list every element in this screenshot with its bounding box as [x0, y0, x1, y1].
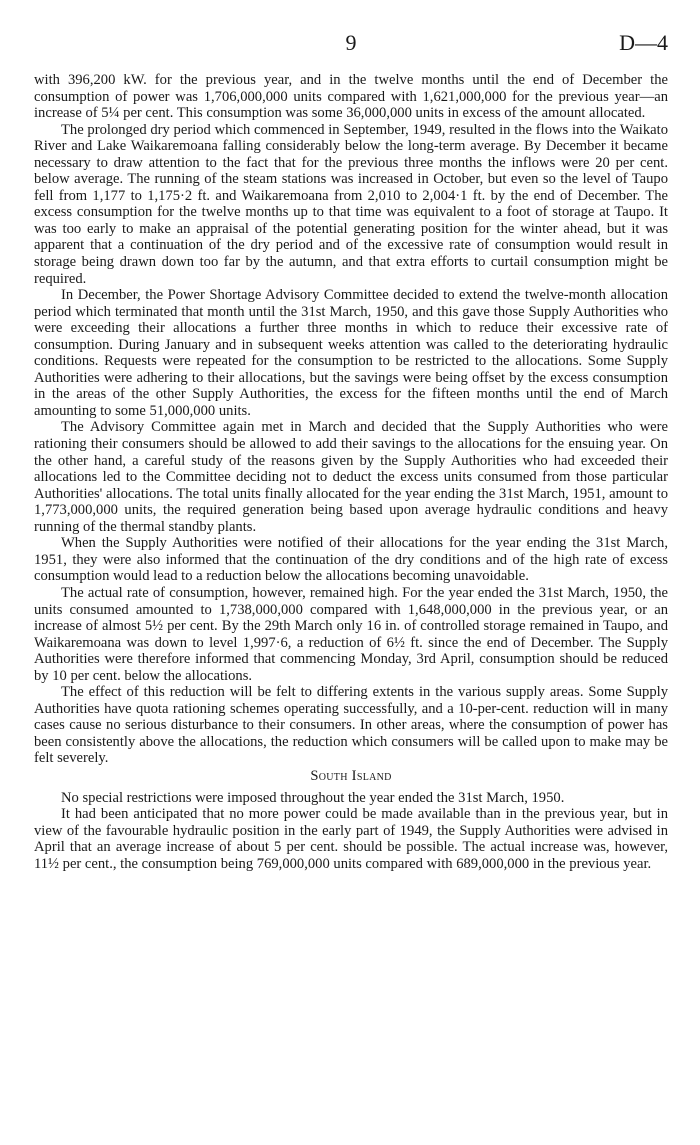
paragraph-december-committee: In December, the Power Shortage Advisory Committee decided to extend the twelve-month allocation period which terminated that month until the 31st March, 1950, and this gave those Supply Authorities who were exceeding their allocations a further three months in which to reduce their excessive rate of consumption. During January and in subsequent weeks attention was called to the deteriorating hydraulic conditions. Requests were repeated for the consumption to be restricted to the allocations. Some Supply Authorities were adhering to their allocations, but the savings were being offset by the excess consumption in the areas of the other Supply Authorities, the excess for the fifteen months until the end of March amounting to some 51,000,000 units.: [34, 287, 668, 419]
body-text: [34, 72, 668, 872]
paragraph-dry-period: The prolonged dry period which commenced in September, 1949, resulted in the flows into the Waikato River and Lake Waikaremoana falling considerably below the long-term average. By December it became necessary to draw attention to the fact that for the previous three months the inflows were 20 per cent. below average. The running of the steam stations was increased in October, but even so the level of Taupo fell from 1,177 to 1,175·2 ft. and Waikaremoana from 2,010 to 2,004·1 ft. by the end of December. The excess consumption for the twelve months up to that time was equivalent to a foot of storage at Taupo. It was too early to make an appraisal of the potential generating position for the winter ahead, but it was apparent that a continuation of the dry period and of the excessive rate of consumption would result in storage being drawn down too far by the autumn, and that extra efforts to curtail consumption might be required.: [34, 121, 668, 287]
paragraph-reduction-effect: The effect of this reduction will be felt to differing extents in the various supply areas. Some Supply Authorities have quota rationing schemes operating successfully, and a 10-per-cent. reduction will in many cases cause no serious disturbance to their consumers. In other areas, where the consumption of power has been consistently above the allocations, the reduction which consumers will be called upon to make may be felt severely.: [34, 684, 668, 767]
document-reference: D—4: [619, 30, 668, 55]
document-page: [34, 30, 668, 872]
paragraph-anticipated-power: It had been anticipated that no more power could be made available than in the previous year, but in view of the favourable hydraulic position in the early part of 1949, the Supply Authorities were advised in April that an average increase of about 5 per cent. should be possible. The actual increase was, however, 11½ per cent., the consumption being 769,000,000 units compared with 689,000,000 in the previous year.: [34, 806, 668, 872]
paragraph-continuation: with 396,200 kW. for the previous year, and in the twelve months until the end of December the consumption of power was 1,706,000,000 units compared with 1,621,000,000 for the previous year—an increase of 5¼ per cent. This consumption was some 36,000,000 units in excess of the amount allocated.: [34, 72, 668, 122]
section-heading-south-island: South Island: [310, 767, 392, 784]
paragraph-notification: When the Supply Authorities were notified of their allocations for the year ending the 31st March, 1951, they were also informed that the continuation of the dry conditions and of the high rate of excess consumption would lead to a reduction below the allocations becoming unavoidable.: [34, 535, 668, 585]
paragraph-no-restrictions: No special restrictions were imposed throughout the year ended the 31st March, 1950.: [61, 789, 565, 806]
paragraph-consumption-rate: The actual rate of consumption, however, remained high. For the year ended the 31st March, 1950, the units consumed amounted to 1,738,000,000 compared with 1,648,000,000 in the previous year, or an increase of almost 5½ per cent. By the 29th March only 16 in. of controlled storage remained in Taupo, and Waikaremoana was down to level 1,997·6, a reduction of 6½ ft. since the end of December. The Supply Authorities were therefore informed that commencing Monday, 3rd April, consumption should be reduced by 10 per cent. below the allocations.: [34, 584, 668, 684]
paragraph-advisory-committee: The Advisory Committee again met in March and decided that the Supply Authorities who were rationing their consumers should be allowed to add their savings to the allocations for the ensuing year. On the other hand, a careful study of the reasons given by the Supply Authorities who had exceeded their allocations led to the Committee deciding not to deduct the excess units consumed from those particular Authorities' allocations. The total units finally allocated for the year ending the 31st March, 1951, amount to 1,773,000,000 units, the required generation being based upon average hydraulic conditions and heavy running of the thermal standby plants.: [34, 419, 668, 535]
page-number: 9: [345, 30, 357, 55]
page-header: [34, 30, 668, 58]
